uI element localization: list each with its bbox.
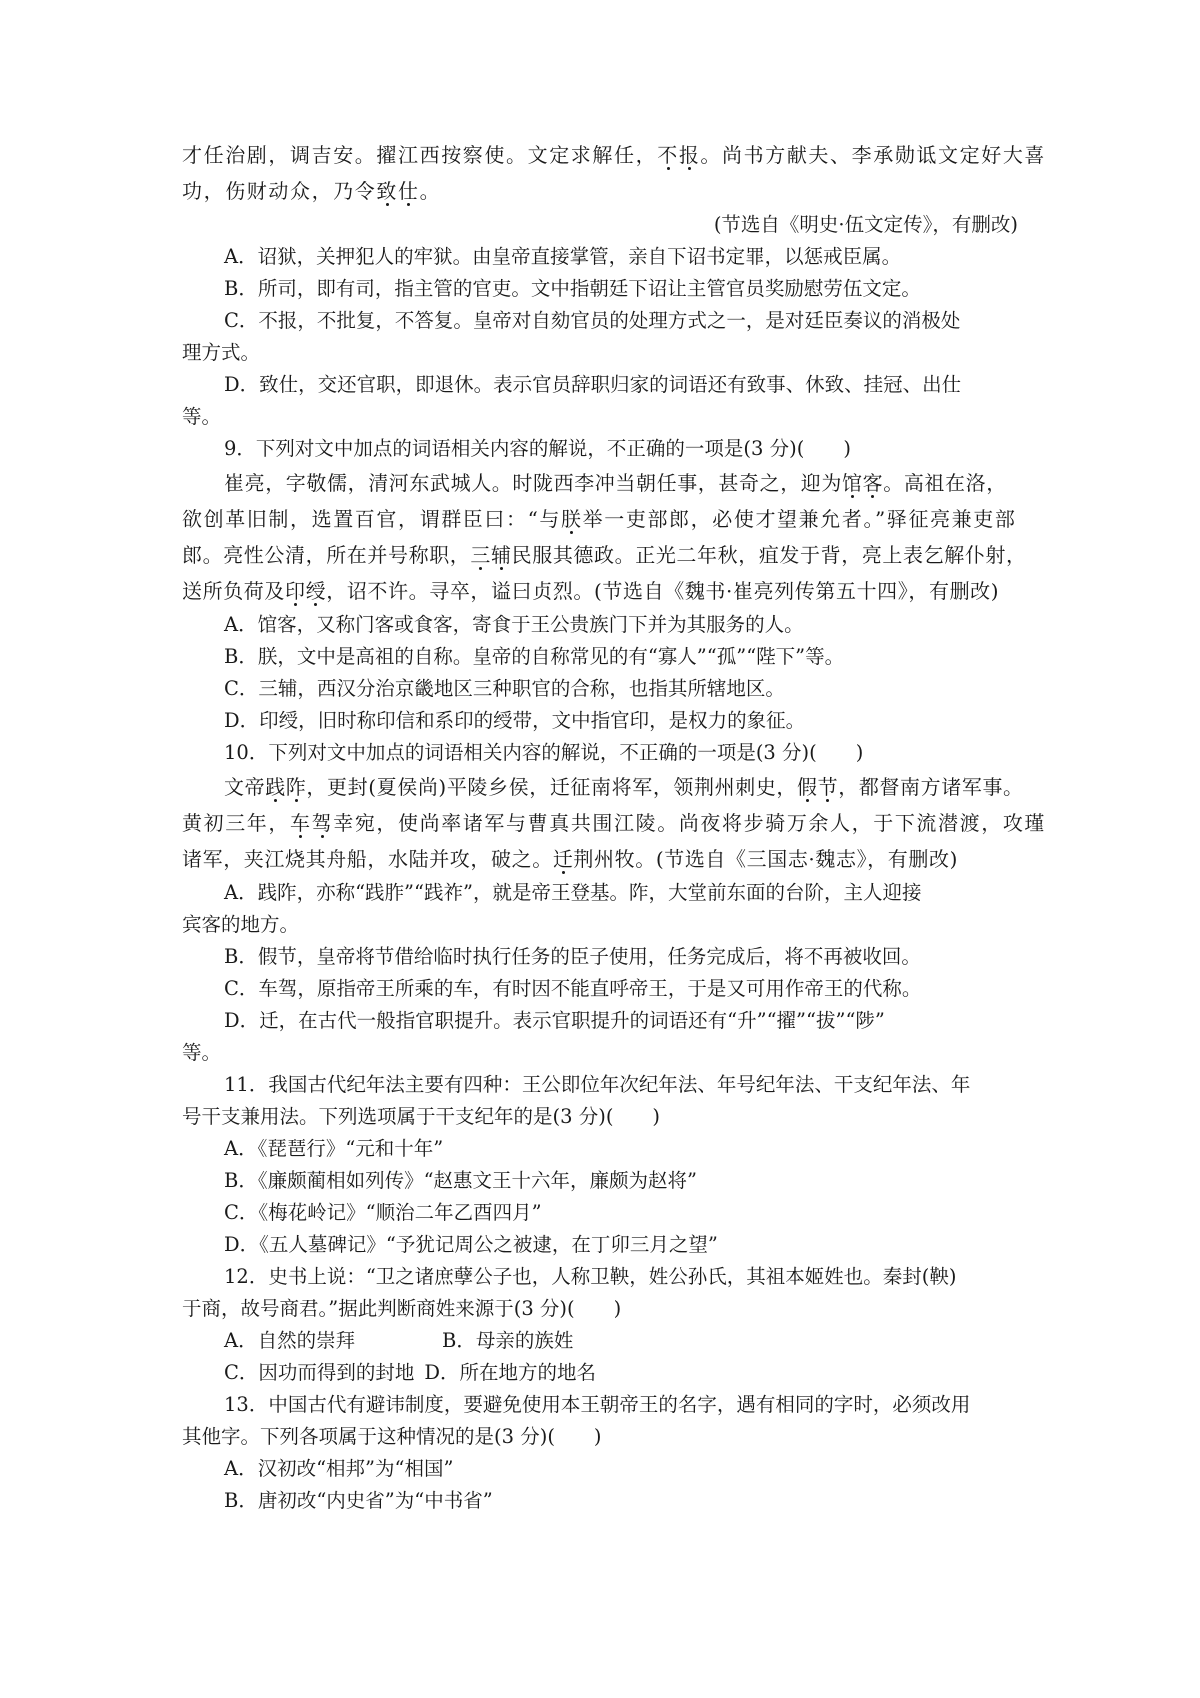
option-d-cont: 等。 [182, 1041, 222, 1064]
passage-line: 崔亮，字敬儒，清河东武城人。时陇西李冲当朝任事，甚奇之，迎为馆客。高祖在洛， [224, 471, 1007, 495]
option-b: B．假节，皇帝将节借给临时执行任务的臣子使用，任务完成后，将不再被收回。 [224, 945, 921, 968]
passage-line: 黄初三年，车驾幸宛，使尚率诸军与曹真共围江陵。尚夜将步骑万余人，于下流潜渡，攻瑾 [182, 811, 1047, 835]
passage-source: (节选自《明史·伍文定传》，有删改) [713, 213, 1018, 236]
emphasis-char: 节 [817, 775, 839, 799]
option-d: D．印绶，旧时称印信和系印的绶带，文中指官印，是权力的象征。 [224, 709, 806, 732]
option-b: B．唐初改“内史省”为“中书省” [224, 1489, 493, 1512]
question-stem: 13．中国古代有避讳制度，要避免使用本王朝帝王的名字，遇有相同的字时，必须改用 [224, 1393, 971, 1416]
question-stem-cont: 号干支兼用法。下列选项属于干支纪年的是(3 分)( ) [182, 1105, 661, 1128]
passage-line: 文帝践阼，更封(夏侯尚)平陵乡侯，迁征南将军，领荆州刺史，假节，都督南方诸军事。 [224, 775, 1024, 799]
emphasis-char: 践 [265, 775, 286, 799]
question-stem-cont: 于商，故号商君。”据此判断商姓来源于(3 分)( ) [182, 1297, 622, 1320]
emphasis-char: 朕 [561, 507, 583, 531]
option-a-cont: 宾客的地方。 [182, 913, 300, 936]
emphasis-char: 车 [290, 811, 312, 835]
option-d: D．迁，在古代一般指官职提升。表示官职提升的词语还有“升”“擢”“拔”“陟” [224, 1009, 885, 1032]
option-d-cont: 等。 [182, 405, 222, 428]
emphasis-char: 辅 [491, 543, 512, 567]
option-row [182, 1325, 1018, 1357]
passage-line: 欲创革旧制，选置百官，谓群臣曰：“与朕举一吏部郎，必使才望兼允者。”驿征亮兼吏部 [182, 507, 1017, 531]
question-stem: 11．我国古代纪年法主要有四种：王公即位年次纪年法、年号纪年法、干支纪年法、年 [224, 1073, 971, 1096]
option-c-cont: 理方式。 [182, 341, 261, 364]
emphasis-char: 不 [657, 143, 679, 167]
option-d: D．所在地方的地名 [424, 1361, 597, 1384]
emphasis-char: 迁 [552, 847, 574, 871]
option-b: B．《廉颇蔺相如列传》“赵惠文王十六年，廉颇为赵将” [224, 1169, 698, 1192]
emphasis-char: 馆 [842, 471, 863, 495]
exam-page [182, 137, 1047, 1517]
option-c: C．车驾，原指帝王所乘的车，有时因不能直呼帝王，于是又可用作帝王的代称。 [224, 977, 922, 1000]
option-row [182, 1357, 1018, 1389]
emphasis-char: 客 [862, 471, 884, 495]
option-c: C．《梅花岭记》“顺治二年乙酉四月” [224, 1201, 542, 1224]
option-a: A．诏狱，关押犯人的牢狱。由皇帝直接掌管，亲自下诏书定罪，以惩戒臣属。 [224, 245, 902, 268]
emphasis-char: 三 [470, 543, 492, 567]
option-a: A．馆客，又称门客或食客，寄食于王公贵族门下并为其服务的人。 [224, 613, 804, 636]
passage-line: 诸军，夹江烧其舟船，水陆并攻，破之。迁荆州牧。(节选自《三国志·魏志》，有删改) [182, 847, 958, 871]
question-stem: 10．下列对文中加点的词语相关内容的解说，不正确的一项是(3 分)( ) [224, 741, 864, 764]
option-a: A．自然的崇拜 [224, 1329, 356, 1352]
emphasis-char: 报 [678, 143, 701, 167]
option-c: C．三辅，西汉分治京畿地区三种职官的合称，也指其所辖地区。 [224, 677, 785, 700]
emphasis-char: 阼 [285, 775, 307, 799]
option-d: D．致仕，交还官职，即退休。表示官员辞职归家的词语还有致事、休致、挂冠、出仕 [224, 373, 962, 396]
option-c: C．不报，不批复，不答复。皇帝对自劾官员的处理方式之一，是对廷臣奏议的消极处 [224, 309, 961, 332]
emphasis-char: 仕 [398, 179, 420, 203]
option-b: B．所司，即有司，指主管的官吏。文中指朝廷下诏让主管官员奖励慰劳伍文定。 [224, 277, 921, 300]
option-b: B．母亲的族姓 [442, 1329, 574, 1352]
passage-line: 郎。亮性公清，所在并号称职，三辅民服其德政。正光二年秋，疽发于背，亮上表乞解仆射， [182, 543, 1027, 567]
option-a: A．《琵琶行》“元和十年” [224, 1137, 444, 1160]
passage-line: 功，伤财动众，乃令致仕。 [182, 179, 442, 203]
option-a: A．践阼，亦称“践胙”“践祚”，就是帝王登基。阼，大堂前东面的台阶，主人迎接 [224, 881, 922, 904]
emphasis-char: 假 [797, 775, 818, 799]
emphasis-char: 印 [285, 579, 306, 603]
option-b: B．朕，文中是高祖的自称。皇帝的自称常见的有“寡人”“孤”“陛下”等。 [224, 645, 845, 668]
option-d: D．《五人墓碑记》“予犹记周公之被逮，在丁卯三月之望” [224, 1233, 718, 1256]
passage-line: 送所负荷及印绶，诏不许。寻卒，谥曰贞烈。(节选自《魏书·崔亮列传第五十四》，有删改) [182, 579, 1000, 603]
emphasis-char: 绶 [305, 579, 327, 603]
emphasis-char: 驾 [311, 811, 334, 835]
question-stem-cont: 其他字。下列各项属于这种情况的是(3 分)( ) [182, 1425, 602, 1448]
question-stem: 9．下列对文中加点的词语相关内容的解说，不正确的一项是(3 分)( ) [224, 437, 851, 460]
passage-line: 才任治剧，调吉安。擢江西按察使。文定求解任，不报。尚书方献夫、李承勋诋文定好大喜 [182, 143, 1047, 167]
question-stem: 12．史书上说：“卫之诸庶孽公子也，人称卫鞅，姓公孙氏，其祖本姬姓也。秦封(鞅) [224, 1265, 957, 1288]
option-c: C．因功而得到的封地 [224, 1361, 415, 1384]
emphasis-char: 致 [376, 179, 399, 203]
option-a: A．汉初改“相邦”为“相国” [224, 1457, 454, 1480]
